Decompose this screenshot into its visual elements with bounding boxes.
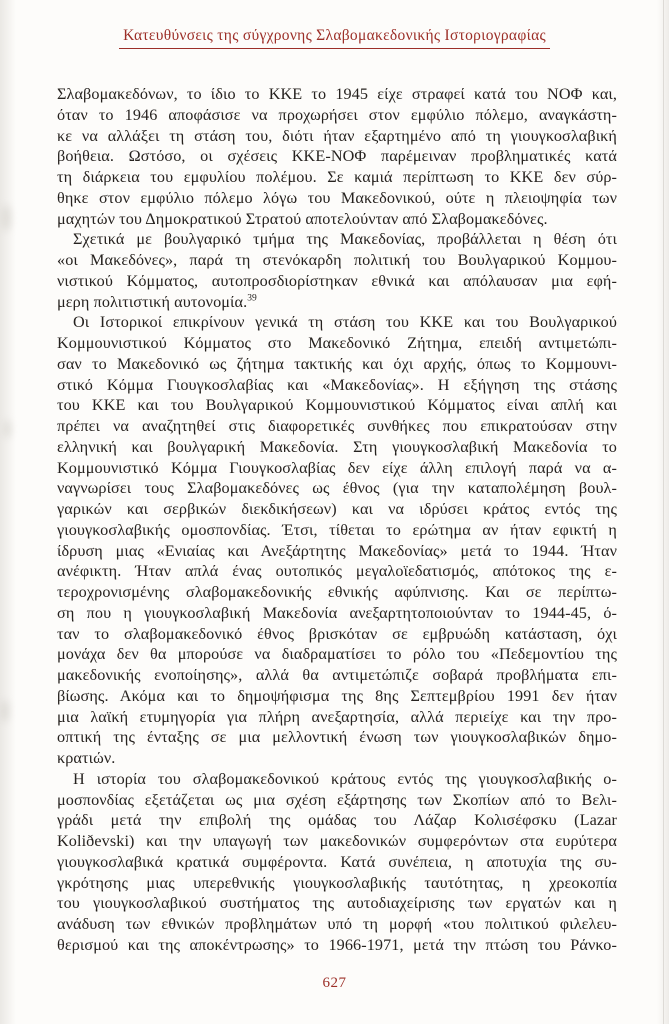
- text-line: γράδι μετά την επιβολή της ομάδας του Λάζαρ Κολισέφσκυ (Lazar: [57, 811, 617, 830]
- text-line: μαχητών του Δημοκρατικού Στρατού αποτελούνταν από Σλαβομακεδόνες.: [57, 209, 548, 228]
- text-line: νιστικού Κόμματος, αυτοπροσδιορίστηκαν εθνικά και απόλαυσαν μια εφή-: [57, 271, 617, 290]
- text-line: του ΚΚΕ και του Βουλγαρικού Κομμουνιστικού Κόμματος είναι απλή και: [57, 396, 617, 415]
- paragraph: [57, 769, 617, 956]
- paragraph: [57, 84, 617, 229]
- text-line: όταν το 1946 αποφάσισε να προχωρήσει στον εμφύλιο πόλεμο, αναγκάστη-: [57, 105, 617, 124]
- text-line: οπτική της ένταξης σε μια μελλοντική ένωση των γιουγκοσλαβικών δημο-: [57, 728, 617, 747]
- text-line: μοσπονδίας εξετάζεται ως μια σχέση εξάρτησης των Σκοπίων από το Βελι-: [57, 790, 617, 809]
- text-line: Κομμουνιστικού Κόμματος στο Μακεδονικό Ζήτημα, επειδή αντιμετώπι-: [57, 334, 617, 352]
- text-line: κε να αλλάξει τη στάση του, διότι ήταν εξαρτημένο από τη γιουγκοσλαβική: [57, 126, 617, 145]
- text-line: γιουγκοσλαβικά κρατικά συμφέροντα. Κατά συνέπεια, η αποτυχία της συ-: [57, 852, 617, 871]
- text-line: μια λαϊκή ετυμηγορία για πλήρη ανεξαρτησία, αλλά περιείχε και την προ-: [57, 707, 617, 726]
- scan-edge-shading-left: [0, 0, 16, 1024]
- text-line: γκρότησης μιας υπερεθνικής γιουγκοσλαβικής ταυτότητας, η χρεοκοπία: [57, 873, 617, 892]
- text-line: τη διάρκεια του εμφυλίου πολέμου. Σε καμιά περίπτωση το ΚΚΕ δεν σύρ-: [57, 168, 617, 186]
- footnote-ref: 39: [247, 293, 257, 304]
- paragraph: [57, 229, 617, 312]
- text-line: γαρικών και σερβικών διεκδικήσεων) και να ιδρύσει κράτος εντός της: [57, 500, 617, 518]
- text-line: ανέφικτη. Ήταν απλά ένας ουτοπικός μεγαλοϊεδατισμός, απότοκος της ε-: [57, 562, 617, 581]
- scan-edge-shading-right: [657, 0, 669, 1024]
- text-line: θερισμού και της αποκέντρωσης» το 1966-1971, μετά την πτώση του Ράνκο-: [57, 935, 617, 954]
- text-line: σαν το Μακεδονικό ως ζήτημα τακτικής και όχι αρχής, όπως το Κομμουνι-: [57, 354, 617, 373]
- text-line: Koliðevski) και την υπαγωγή των μακεδονικών συμφερόντων στα ευρύτερα: [57, 832, 617, 850]
- scan-smudge: [1, 700, 9, 722]
- text-line: μονάχα δεν θα μπορούσε να διαδραματίσει το ρόλο του «Πεδεμοντίου της: [57, 645, 617, 664]
- text-line: τεροχρονισμένης σλαβομακεδονικής εθνικής αφύπνισης. Και σε περίπτω-: [57, 583, 617, 601]
- scan-smudge: [2, 205, 11, 231]
- scan-artifact-line: [663, 0, 664, 1024]
- text-line: πρέπει να αναζητηθεί στις διαφορετικές συνθήκες που επικρατούσαν στην: [57, 417, 617, 435]
- text-line: «οι Μακεδόνες», παρά τη στενόκαρδη πολιτική του Βουλγαρικού Κομμου-: [57, 251, 617, 269]
- text-line: ελληνική και βουλγαρική Μακεδονία. Στη γιουγκοσλαβική Μακεδονία το: [57, 437, 617, 456]
- text-line: μερη πολιτιστική αυτονομία.$^{39}$: [57, 292, 257, 311]
- text-line: μακεδονικής ενοποίησης», αλλά θα αντιμετώπιζε σοβαρά προβλήματα επι-: [57, 666, 617, 684]
- text-line: του γιουγκοσλαβικού συστήματος της αυτοδιαχείρισης των εργατών και η: [57, 894, 617, 913]
- text-line: ανάδυση των εθνικών προβλημάτων υπό τη μορφή «του πολιτικού φιλελευ-: [57, 915, 617, 933]
- running-header: [0, 27, 669, 49]
- scan-smudge: [4, 420, 11, 438]
- text-line: γιουγκοσλαβικής ομοσπονδίας. Έτσι, τίθεται το ερώτημα αν ήταν εφικτή η: [57, 520, 617, 539]
- text-line: ίδρυση μιας «Ενιαίας και Ανεξάρτητης Μακεδονίας» μετά το 1944. Ήταν: [57, 541, 617, 560]
- text-line: ναγνωρίσει τους Σλαβομακεδόνες ως έθνος (για την καταπολέμηση βουλ-: [57, 479, 617, 498]
- text-line: Κομμουνιστικό Κόμμα Γιουγκοσλαβίας δεν είχε άλλη επιλογή παρά να α-: [57, 458, 617, 477]
- text-line: ση που η γιουγκοσλαβική Μακεδονία ανεξαρτητοποιούνταν το 1944-45, ό-: [57, 603, 617, 622]
- text-line: Σλαβομακεδόνων, το ίδιο το ΚΚΕ το 1945 είχε στραφεί κατά του ΝΟΦ και,: [57, 85, 617, 103]
- paragraph: [57, 312, 617, 769]
- text-line: Η ιστορία του σλαβομακεδονικού κράτους εντός της γιουγκοσλαβικής ο-: [73, 769, 617, 788]
- text-line: ταν το σλαβομακεδονικό έθνος βρισκόταν σε εμβρυώδη κατάσταση, όχι: [57, 624, 617, 643]
- text-line: στικό Κόμμα Γιουγκοσλαβίας και «Μακεδονίας». Η εξήγηση της στάσης: [57, 375, 617, 394]
- page-footer: [0, 975, 669, 992]
- page-number: 627: [322, 975, 347, 991]
- text-line: Σχετικά με βουλγαρικό τμήμα της Μακεδονίας, προβάλλεται η θέση ότι: [73, 230, 617, 249]
- text-line: κρατιών.: [57, 749, 116, 767]
- chapter-title: Κατευθύνσεις της σύγχρονης Σλαβομακεδονικής Ιστοριογραφίας: [119, 27, 550, 49]
- text-line: βοήθεια. Ωστόσο, οι σχέσεις ΚΚΕ-ΝΟΦ παρέμειναν προβληματικές κατά: [57, 147, 617, 166]
- text-block: [57, 84, 617, 956]
- text-line: βίωσης. Ακόμα και το δημοψήφισμα της 8ης Σεπτεμβρίου 1991 δεν ήταν: [57, 686, 617, 705]
- text-line: Οι Ιστορικοί επικρίνουν γενικά τη στάση του ΚΚΕ και του Βουλγαρικού: [73, 313, 617, 332]
- text-line: θηκε στον εμφύλιο πόλεμο λόγω του Μακεδονικού, ούτε η πλειοψηφία των: [57, 188, 617, 207]
